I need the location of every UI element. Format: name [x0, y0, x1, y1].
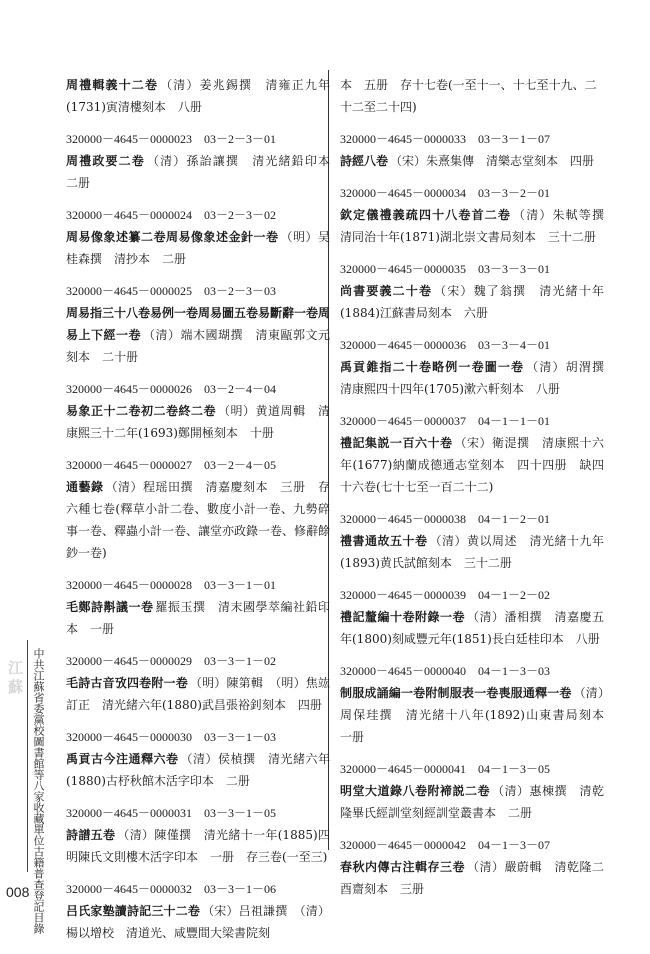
entry-body: [66, 824, 330, 868]
entry-code: 320000－4645－0000031 03－3－1－05: [66, 806, 277, 820]
entry-body: [340, 780, 604, 824]
entry-code: 320000－4645－0000036 03－3－4－01: [340, 338, 551, 352]
catalog-entry: [340, 128, 604, 172]
entry-body: [340, 280, 604, 324]
entry-title: 毛鄭詩斠議一卷: [66, 600, 154, 614]
entry-title: 禮記集説一百六十卷: [340, 436, 453, 450]
entry-title: 毛詩古音攷四卷附一卷: [66, 676, 188, 690]
continued-entry-text: 本 五册 存十七卷(一至十一、十七至十九、二十二至二十四): [340, 78, 597, 114]
entry-title: 欽定儀禮義疏四十八卷首二卷: [340, 208, 512, 222]
entry-details: （宋）朱熹集傳 清樂志堂刻本 四册: [390, 154, 595, 168]
entry-body: [340, 682, 617, 748]
entry-code: 320000－4645－0000034 03－3－2－01: [340, 186, 551, 200]
entry-code: 320000－4645－0000032 03－3－1－06: [66, 882, 277, 896]
entry-title: 易象正十二卷初二卷終二卷: [66, 404, 216, 418]
entry-title: 周禮輯義十二卷: [66, 78, 159, 92]
entry-title: 通藝錄: [66, 480, 104, 494]
entry-body: [340, 150, 604, 172]
entry-title: 禹貢錐指二十卷略例一卷圖一卷: [340, 360, 525, 374]
entry-title: 周易像象述纂二卷周易像象述金針一卷: [66, 230, 279, 244]
entry-details: （清）陳僅撰 清光緒十一年(1885)四明陳氏文則樓木活字印本 一册 存三卷(一至三): [66, 828, 330, 864]
entry-body: [340, 530, 604, 574]
entry-details: （明）陳第輯 （明）焦竑訂正 清光緒六年(1880)武昌張裕釗刻本 四册: [66, 676, 330, 712]
catalog-entry: [340, 758, 604, 824]
entry-code: 320000－4645－0000040 04－1－3－03: [340, 664, 551, 678]
entry-body: [66, 302, 330, 368]
entry-code: 320000－4645－0000042 04－1－3－07: [340, 838, 551, 852]
entry-title: 禮書通故五十卷: [340, 534, 428, 548]
entry-body: [66, 672, 330, 716]
catalog-entry: [66, 74, 330, 118]
catalog-entry: [340, 182, 617, 248]
entry-code: 320000－4645－0000038 04－1－2－01: [340, 512, 551, 526]
entry-title: 明堂大道錄八卷附褅説二卷: [340, 784, 490, 798]
catalog-entry: [340, 334, 617, 400]
catalog-entry: [66, 878, 330, 944]
entry-title: 制服成誦編一卷附制服表一卷喪服通釋一卷: [340, 686, 572, 700]
entry-code: 320000－4645－0000026 03－2－4－04: [66, 382, 277, 396]
entry-code: 320000－4645－0000030 03－3－1－03: [66, 730, 277, 744]
entry-body: [66, 476, 330, 564]
entry-details: （清）胡渭撰 清康熙四十四年(1705)漱六軒刻本 八册: [340, 360, 617, 396]
entry-details: （清）朱軾等撰 清同治十年(1871)湖北崇文書局刻本 三十二册: [340, 208, 617, 244]
entry-code: 320000－4645－0000039 04－1－2－02: [340, 588, 551, 602]
entry-body: [66, 400, 330, 444]
entry-details: （清）周保珪撰 清光緒十八年(1892)山東書局刻本 一册: [340, 686, 617, 744]
entry-code: 320000－4645－0000023 03－2－3－01: [66, 132, 277, 146]
entry-title: 禮記釐編十卷附錄一卷: [340, 610, 465, 624]
entry-details: （明）吴桂森撰 清抄本 二册: [66, 230, 330, 266]
entry-body: [66, 226, 330, 270]
catalog-entry: [66, 802, 330, 868]
entry-details: （清）侯楨撰 清光緒六年(1880)古杼秋館木活字印本 二册: [66, 752, 330, 788]
entry-body: [66, 596, 330, 640]
entry-details: （宋）吕祖謙撰 （清）楊以增校 清道光、咸豐間大梁書院刻: [66, 904, 330, 940]
side-logo-watermark: 江蘇: [6, 660, 24, 698]
entry-code: 320000－4645－0000029 03－3－1－02: [66, 654, 277, 668]
entry-body: [340, 856, 604, 900]
catalog-entry: [66, 726, 330, 792]
entry-details: （宋）魏了翁撰 清光緒十年(1884)江蘇書局刻本 六册: [340, 284, 604, 320]
catalog-entry: [340, 258, 604, 324]
entry-code: 320000－4645－0000024 03－2－3－02: [66, 208, 277, 222]
catalog-entry: [340, 584, 604, 650]
entry-code: 320000－4645－0000033 03－3－1－07: [340, 132, 551, 146]
catalog-entry: [66, 454, 330, 564]
entry-body: [340, 606, 604, 650]
entry-details: （清）姜兆錫撰 清雍正九年(1731)寅清樓刻本 八册: [66, 78, 330, 114]
catalog-entry: [66, 378, 330, 444]
catalog-entry: [340, 660, 617, 748]
entry-title: 春秋内傳古注輯存三卷: [340, 860, 465, 874]
catalog-entry: [340, 834, 604, 900]
entry-details: （清）端木國瑚撰 清東甌郭文元刻本 二十册: [66, 328, 330, 364]
catalog-entry: [66, 650, 330, 716]
entry-title: 周易指三十八卷易例一卷周易圖五卷易斷辭一卷周易上下經一卷: [66, 306, 331, 342]
entry-body: [66, 150, 343, 194]
book-series-title: 中共江蘇省委黨校圖書館等八家收藏單位古籍普查登記目錄: [32, 648, 45, 934]
entry-title: 尚書要義二十卷: [340, 284, 433, 298]
entry-details: 羅振玉撰 清末國學萃編社鉛印本 一册: [66, 600, 330, 636]
page-number: 008: [6, 884, 30, 900]
entry-body: [66, 74, 330, 118]
entry-body: [66, 900, 330, 944]
entry-code: 320000－4645－0000041 04－1－3－05: [340, 762, 551, 776]
entry-code: 320000－4645－0000025 03－2－3－03: [66, 284, 277, 298]
right-column: [340, 74, 617, 910]
catalog-entry: [66, 128, 343, 194]
entry-details: （清）潘相撰 清嘉慶五年(1800)刻咸豐元年(1851)長白廷桂印本 八册: [340, 610, 604, 646]
entry-details: （宋）衛湜撰 清康熙十六年(1677)納蘭成德通志堂刻本 四十四册 缺四十六卷(七十七至一百二十二): [340, 436, 604, 494]
catalog-entry: [340, 508, 604, 574]
entry-title: 吕氏家塾讀詩記三十二卷: [66, 904, 201, 918]
entry-title: 詩譜五卷: [66, 828, 116, 842]
entry-title: 禹貢古今注通釋六卷: [66, 752, 179, 766]
entry-details: （清）孫詒讓撰 清光緒鉛印本 二册: [66, 154, 343, 190]
entry-details: （清）程瑶田撰 清嘉慶刻本 三册 存六種七卷(釋草小計二卷、數度小計一卷、九勢碎事一卷、釋蟲小計一卷、讓堂亦政錄一卷、修辭餘鈔一卷): [66, 480, 331, 560]
left-column: [66, 74, 343, 954]
entry-code: 320000－4645－0000035 03－3－3－01: [340, 262, 551, 276]
entry-body: [66, 748, 330, 792]
entry-title: 詩經八卷: [340, 154, 389, 168]
entry-details: （清）嚴蔚輯 清乾隆二酉齋刻本 三册: [340, 860, 604, 896]
entry-code: 320000－4645－0000027 03－2－4－05: [66, 458, 277, 472]
entry-code: 320000－4645－0000037 04－1－1－01: [340, 414, 551, 428]
entry-code: 320000－4645－0000028 03－3－1－01: [66, 578, 277, 592]
side-rule-line: [27, 640, 28, 872]
catalog-entry: [66, 574, 330, 640]
entry-details: （明）黄道周輯 清康熙三十二年(1693)鄭開極刻本 十册: [66, 404, 330, 440]
entry-body: [340, 432, 604, 498]
entry-body: [340, 204, 617, 248]
catalog-entry: [340, 410, 604, 498]
entry-body: [340, 356, 617, 400]
entry-title: 周禮政要二卷: [66, 154, 145, 168]
entry-details: （清）惠棟撰 清乾隆畢氏經訓堂刻經訓堂叢書本 二册: [340, 784, 604, 820]
catalog-entry: [66, 280, 330, 368]
catalog-entry: [66, 204, 330, 270]
entry-details: （清）黄以周述 清光緒十九年(1893)黄氏試館刻本 三十二册: [340, 534, 604, 570]
